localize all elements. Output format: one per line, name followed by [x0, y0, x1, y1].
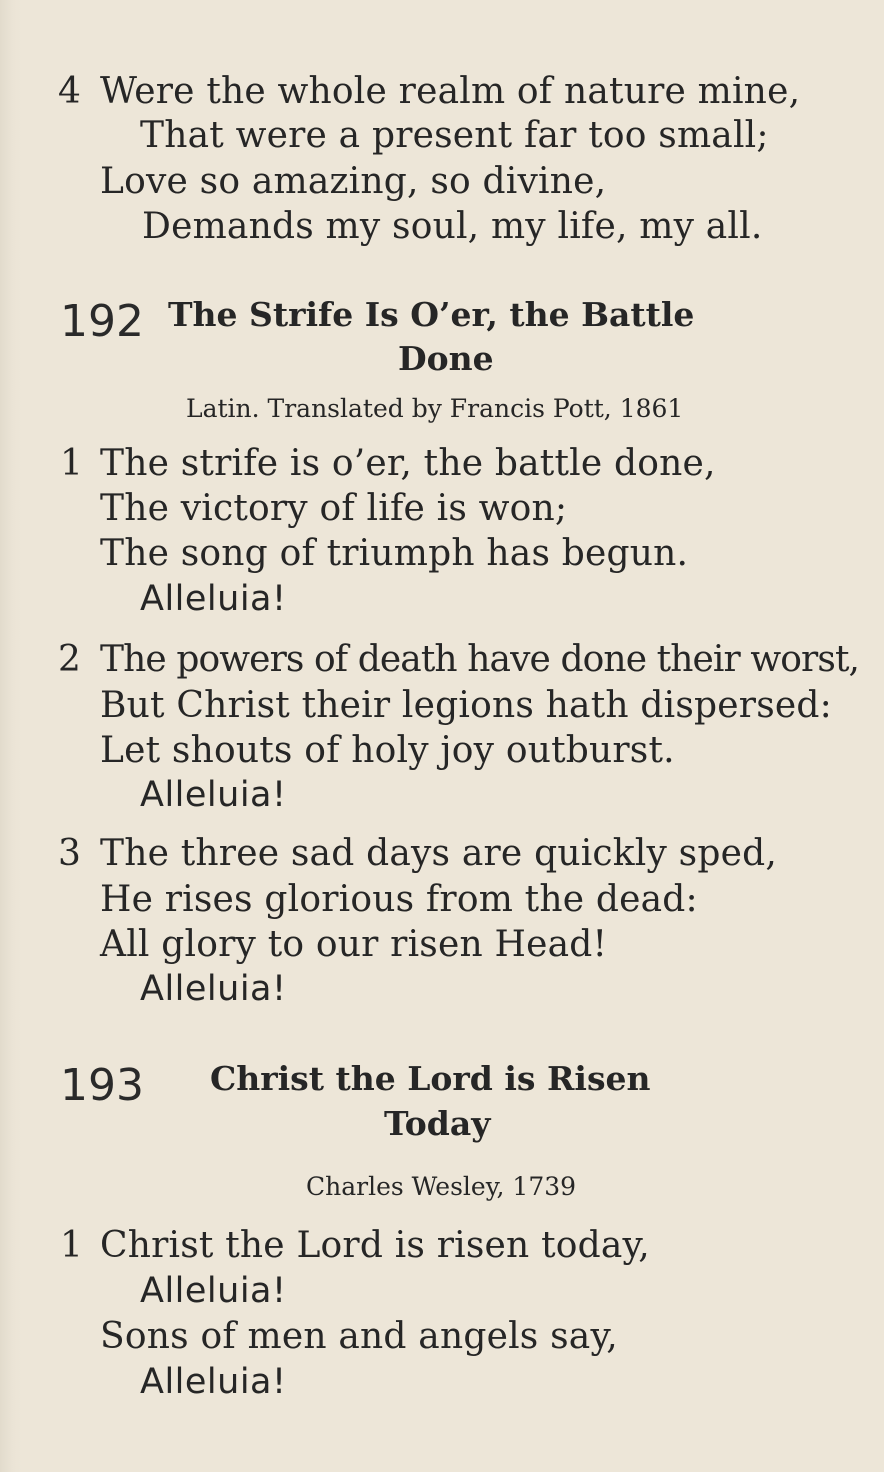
hymn-number: 193 [60, 1060, 144, 1111]
alleluia-refrain: Alleluia! [140, 969, 287, 1009]
stanza-number: 2 [58, 639, 81, 680]
stanza-number: 3 [58, 833, 81, 874]
verse-line: Love so amazing, so divine, [100, 161, 607, 202]
verse-line: The song of triumph has begun. [100, 533, 689, 574]
verse-line: Christ the Lord is risen today, [100, 1225, 650, 1266]
alleluia-refrain: Alleluia! [140, 579, 287, 619]
verse-line: Sons of men and angels say, [100, 1316, 618, 1357]
stanza-number: 1 [60, 1225, 83, 1266]
hymn-title: The Strife Is O’er, the Battle [168, 295, 695, 334]
verse-line: He rises glorious from the dead: [100, 879, 698, 920]
hymn-title-continued: Today [384, 1104, 491, 1143]
verse-line: The three sad days are quickly sped, [100, 833, 777, 874]
stanza-number: 1 [60, 443, 83, 484]
verse-line: Were the whole realm of nature mine, [100, 71, 801, 112]
hymn-number: 192 [60, 296, 144, 347]
verse-line: But Christ their legions hath dispersed: [100, 685, 832, 726]
verse-line: All glory to our risen Head! [100, 924, 608, 965]
alleluia-refrain: Alleluia! [140, 775, 287, 815]
hymn-attribution: Charles Wesley, 1739 [306, 1172, 577, 1201]
hymn-title: Christ the Lord is Risen [210, 1059, 651, 1098]
verse-line: The victory of life is won; [100, 488, 568, 529]
verse-line: The powers of death have done their worst, [100, 639, 860, 680]
page-gutter [0, 0, 22, 1472]
verse-line: Demands my soul, my life, my all. [142, 206, 763, 247]
verse-line: That were a present far too small; [140, 115, 769, 156]
verse-line: Let shouts of holy joy outburst. [100, 730, 675, 771]
alleluia-refrain: Alleluia! [140, 1271, 287, 1311]
hymn-attribution: Latin. Translated by Francis Pott, 1861 [186, 394, 684, 423]
stanza-number: 4 [58, 71, 81, 112]
verse-line: The strife is o’er, the battle done, [100, 443, 716, 484]
hymn-title-continued: Done [398, 339, 494, 378]
alleluia-refrain: Alleluia! [140, 1362, 287, 1402]
